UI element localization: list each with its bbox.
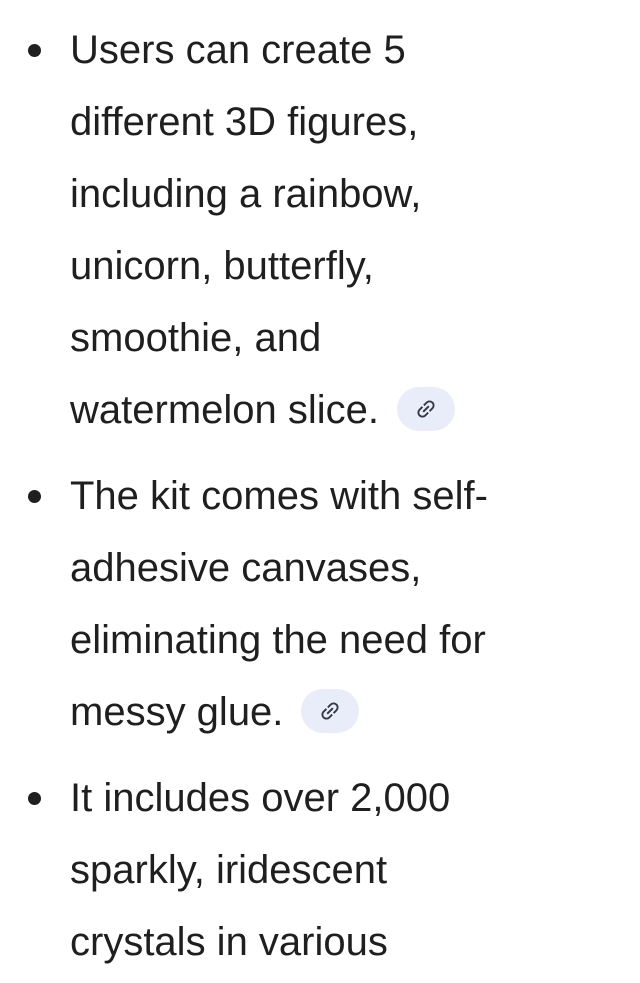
- citation-chip[interactable]: [301, 689, 359, 733]
- bullet-list: [0, 14, 640, 978]
- bullet-dot-icon: [28, 792, 41, 805]
- link-icon: [313, 694, 347, 728]
- bullet-text: [70, 460, 640, 748]
- bullet-text-line: Users can create 5: [70, 28, 406, 72]
- bullet-marker: [0, 762, 70, 805]
- bullet-text-line: smoothie, and: [70, 316, 322, 360]
- bullet-text-line: crystals in various: [70, 920, 388, 964]
- bullet-text-line: messy glue.: [70, 690, 284, 734]
- bullet-text-line: unicorn, butterfly,: [70, 244, 374, 288]
- bullet-text-line: It includes over 2,000: [70, 776, 451, 820]
- bullet-marker: [0, 14, 70, 57]
- bullet-text-last-line: [70, 374, 640, 446]
- bullet-text: [70, 762, 640, 978]
- bullet-dot-icon: [28, 490, 41, 503]
- bullet-text-last-line: [70, 676, 640, 748]
- bullet-text: [70, 14, 640, 446]
- bullet-dot-icon: [28, 44, 41, 57]
- citation-chip[interactable]: [397, 387, 455, 431]
- bullet-text-line: including a rainbow,: [70, 172, 422, 216]
- bullet-text-line: different 3D figures,: [70, 100, 419, 144]
- bullet-text-line: adhesive canvases,: [70, 546, 422, 590]
- bullet-text-line: The kit comes with self-: [70, 474, 488, 518]
- bullet-text-line: sparkly, iridescent: [70, 848, 388, 892]
- link-icon: [409, 392, 443, 426]
- bullet-item-1: [0, 14, 640, 446]
- bullet-text-line: watermelon slice.: [70, 388, 380, 432]
- bullet-marker: [0, 460, 70, 503]
- bullet-text-line: eliminating the need for: [70, 618, 486, 662]
- bullet-item-3: [0, 762, 640, 978]
- bullet-item-2: [0, 460, 640, 748]
